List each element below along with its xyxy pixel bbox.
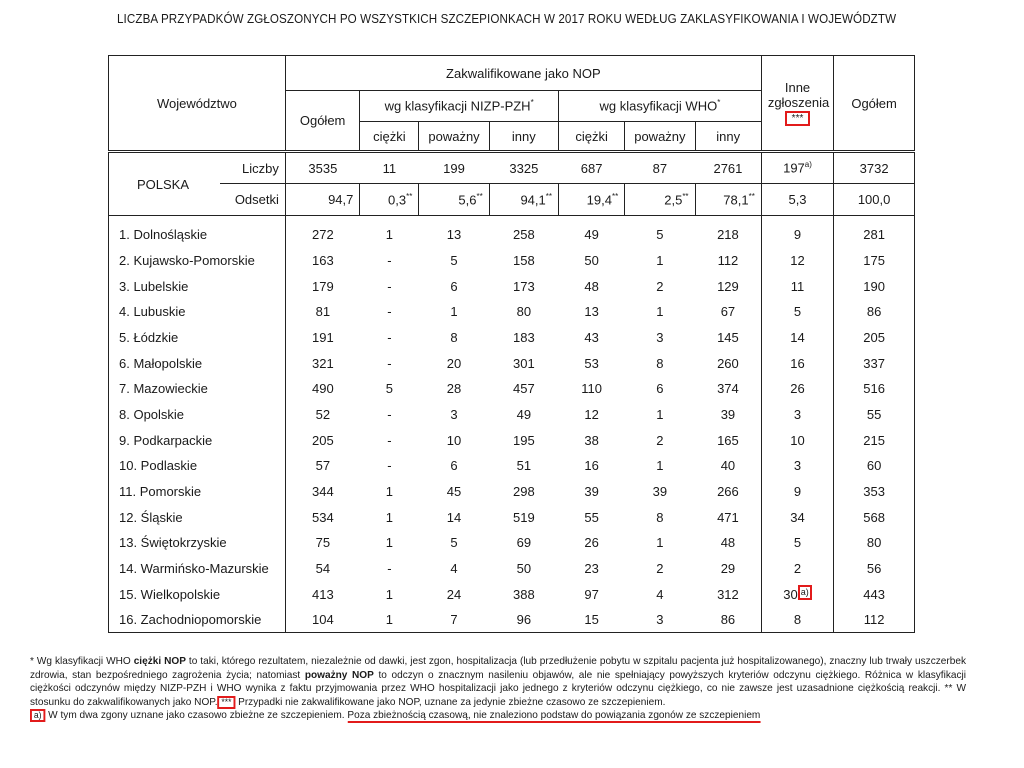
table-cell: 6 (450, 278, 458, 294)
table-cell (761, 581, 833, 607)
table-row (109, 427, 915, 453)
table-cell: 1 (656, 406, 664, 422)
header-nizp-inny: inny (489, 122, 558, 152)
table-cell: 56 (834, 556, 915, 582)
table-cell: 39 (584, 484, 599, 500)
table-cell: 51 (516, 458, 532, 474)
table-cell: 1 (360, 607, 419, 633)
table-cell: 191 (312, 329, 334, 345)
table-cell: 3 (761, 402, 833, 428)
table-cell: 10 (761, 427, 833, 453)
region-name: 9. Podkarpackie (109, 427, 286, 453)
table-cell: 321 (312, 355, 334, 371)
footnote-a-mark: a) (804, 160, 812, 170)
table-cell: 15 (559, 607, 625, 633)
table-cell: 258 (512, 227, 535, 243)
table-cell: 80 (516, 304, 532, 320)
header-who-ciezki: ciężki (559, 122, 625, 152)
table-cell: 205 (312, 432, 334, 448)
table-cell: 195 (512, 432, 535, 448)
polska-odsetki-row (109, 184, 915, 216)
table-cell: 7 (419, 607, 489, 633)
table-row (109, 479, 915, 505)
table-cell: 11 (360, 152, 419, 184)
table-cell: 54 (315, 561, 331, 577)
table-cell: 16 (584, 458, 599, 474)
table-cell: 5 (761, 530, 833, 556)
table-cell: 97 (584, 586, 599, 602)
table-row (109, 273, 915, 299)
table-cell: 13 (446, 227, 462, 243)
table-cell: 6 (656, 381, 664, 397)
table-cell: 1 (656, 535, 664, 551)
table-title: LICZBA PRZYPADKÓW ZGŁOSZONYCH PO WSZYSTKICH SZCZEPIONKACH W 2017 ROKU WEDŁUG ZAKLASYFIKOWANIA I WOJEWÓDZTW (117, 12, 897, 26)
table-cell: 8 (656, 355, 664, 371)
table-cell: 112 (834, 607, 915, 633)
footnote-triple-star-mark: *** (218, 696, 236, 709)
table-cell: 1 (656, 252, 664, 268)
table-cell: 534 (312, 509, 334, 525)
table-cell: - (387, 329, 392, 345)
table-cell: 1 (656, 304, 664, 320)
footnote-text: W tym dwa zgony uznane jako czasowo zbieżne ze szczepieniem. (45, 709, 348, 722)
header-wojewodztwo: Województwo (109, 56, 286, 152)
footnote-text: * Wg klasyfikacji WHO (30, 655, 134, 667)
cell-mark: ** (406, 191, 413, 201)
table-cell (695, 184, 761, 216)
table-row (109, 504, 915, 530)
header-inne-line1: Inne (784, 79, 811, 95)
table-cell: 110 (581, 381, 602, 397)
table-cell: 12 (761, 248, 833, 274)
cell-mark: ** (682, 191, 689, 201)
footnote-a-mark: a) (30, 709, 45, 722)
table-cell: 413 (312, 586, 334, 602)
cell-value: 94,1 (520, 192, 546, 208)
table-cell: 4 (450, 561, 458, 577)
table-row (109, 530, 915, 556)
table-cell: 9 (761, 479, 833, 505)
footnote-bold: poważny NOP (304, 668, 374, 681)
header-nizp-label: wg klasyfikacji NIZP-PZH (384, 98, 531, 114)
table-cell: 519 (512, 509, 535, 525)
table-cell: 2 (656, 561, 664, 577)
table-cell: 4 (656, 586, 664, 602)
table-cell: 3 (450, 406, 458, 422)
table-cell: 112 (695, 248, 761, 274)
table-cell: 1 (385, 484, 393, 500)
table-cell: 86 (834, 299, 915, 325)
table-cell: 218 (695, 216, 761, 248)
table-cell (489, 184, 558, 216)
table-cell: 163 (312, 252, 334, 268)
table-cell: 5,3 (761, 184, 833, 216)
table-cell: 260 (695, 350, 761, 376)
table-cell: 53 (584, 355, 599, 371)
table-cell: 175 (834, 248, 915, 274)
table-cell: 5 (761, 299, 833, 325)
table-cell (559, 184, 625, 216)
table-cell: 57 (315, 458, 331, 474)
table-cell: 24 (446, 586, 462, 602)
footnote-underlined: Poza zbieżnością czasową, nie znaleziono podstaw do powiązania zgonów ze szczepieniem (347, 709, 761, 722)
table-cell: 3 (656, 329, 664, 345)
table-cell: 145 (695, 325, 761, 351)
footnote-bold: ciężki NOP (133, 655, 186, 667)
header-nizp-powazny: poważny (419, 122, 489, 152)
table-cell: 301 (512, 355, 535, 371)
table-cell: 52 (315, 406, 331, 422)
table-cell: 190 (834, 273, 915, 299)
table-cell: 165 (695, 427, 761, 453)
table-cell: 3325 (489, 152, 558, 184)
table-cell: 39 (652, 484, 668, 500)
header-who (559, 91, 762, 122)
region-name: 16. Zachodniopomorskie (109, 607, 286, 633)
table-cell: - (387, 355, 392, 371)
table-cell: 1 (385, 227, 393, 243)
table-cell: 104 (285, 607, 359, 633)
table-cell: 179 (312, 278, 334, 294)
cell-value: 2,5 (664, 192, 683, 208)
table-cell: - (387, 304, 392, 320)
table-cell: 60 (834, 453, 915, 479)
cell-value: 0,3 (388, 192, 407, 208)
table-cell: 1 (656, 458, 664, 474)
table-cell: 344 (312, 484, 334, 500)
table-cell: 100,0 (834, 184, 915, 216)
polska-odsetki-label: Odsetki (220, 184, 285, 216)
table-cell: 471 (695, 504, 761, 530)
table-cell: 199 (419, 152, 489, 184)
table-row (109, 376, 915, 402)
table-cell: 1 (385, 535, 393, 551)
table-cell: 49 (516, 406, 532, 422)
table-cell: 266 (695, 479, 761, 505)
table-cell: 49 (584, 227, 599, 243)
table-cell: 1 (385, 586, 393, 602)
table-cell: 50 (584, 252, 599, 268)
table-cell: 388 (512, 586, 535, 602)
footnote-text: to taki, którego rezultatem, niezależnie od dawki, jest zgon, hospitalizacja (lub przedłużenie pobytu w szpitalu pacjenta już hospitalizowanego), znaczny lub trwały uszczerbek zdrowia, stan bezpośredniego zagrożenia życia; natomiast (30, 655, 967, 681)
table-cell: 312 (695, 581, 761, 607)
footnote-text: to odczyn o znacznym nasileniu objawów, ale nie spełniający powyższych kryteriów odczynu ciężkiego. Różnica w klasyfikacji ciężkości odczynów między NIZP-PZH i WHO wynika z faktu przyjmowania przez WHO hospitalizacji jako jednego z kryteriów odczynu ciężkiego, co nie zawsze jest uzasadnione ciężkością reakcji. ** W stosunku do zakwalifikowanych jako NOP. (30, 668, 966, 708)
table-cell: 23 (584, 561, 599, 577)
table-cell: 5 (450, 252, 458, 268)
table-row (109, 402, 915, 428)
footnote-a-mark: a) (798, 585, 812, 600)
footnote-paragraph-1 (30, 655, 966, 709)
table-row (109, 607, 915, 633)
region-name: 4. Lubuskie (109, 299, 286, 325)
table-cell: 8 (761, 607, 833, 633)
region-name: 2. Kujawsko-Pomorskie (109, 248, 286, 274)
table-cell: - (387, 252, 392, 268)
table-cell: - (387, 432, 392, 448)
table-cell: 8 (656, 509, 664, 525)
table-cell: 29 (695, 556, 761, 582)
table-cell: 158 (512, 252, 535, 268)
table-cell: 43 (584, 329, 599, 345)
table-cell: 298 (512, 484, 535, 500)
table-cell: 205 (834, 325, 915, 351)
cell-mark: ** (545, 191, 552, 201)
header-inne (761, 56, 833, 152)
footnote-text: Przypadki nie zakwalifikowane jako NOP, uznane za jedynie zbieżne czasowo ze szczepieniem. (235, 695, 666, 708)
cell-value: 197 (783, 160, 805, 176)
table-cell (360, 184, 419, 216)
header-ogolem-total: Ogółem (834, 56, 915, 152)
table-cell: 490 (312, 381, 334, 397)
polska-label: POLSKA (109, 152, 221, 216)
table-cell: 215 (834, 427, 915, 453)
table-row (109, 581, 915, 607)
region-name: 1. Dolnośląskie (109, 216, 286, 248)
header-who-mark: * (717, 98, 721, 108)
table-cell: 3732 (834, 152, 915, 184)
region-name: 10. Podlaskie (109, 453, 286, 479)
table-cell: 281 (834, 216, 915, 248)
table-cell (419, 184, 489, 216)
table-cell-inne (761, 152, 833, 184)
region-name: 11. Pomorskie (109, 479, 286, 505)
table-cell: 2 (761, 556, 833, 582)
table-cell: - (387, 561, 392, 577)
header-inne-mark: *** (785, 111, 811, 126)
table-cell: 2761 (695, 152, 761, 184)
table-row (109, 325, 915, 351)
table-cell: 353 (834, 479, 915, 505)
footnotes (30, 655, 966, 723)
table-cell: - (387, 458, 392, 474)
vaccine-reactions-table (108, 55, 915, 633)
table-row (109, 453, 915, 479)
table-cell: 8 (450, 329, 458, 345)
polska-liczby-label: Liczby (220, 152, 285, 184)
table-cell: 11 (761, 273, 833, 299)
table-cell: 3535 (285, 152, 359, 184)
header-who-label: wg klasyfikacji WHO (599, 98, 718, 114)
table-cell: 40 (695, 453, 761, 479)
table-cell: 48 (695, 530, 761, 556)
table-cell: 687 (559, 152, 625, 184)
table-cell: 26 (761, 376, 833, 402)
region-name: 6. Małopolskie (109, 350, 286, 376)
table-cell: 86 (695, 607, 761, 633)
table-cell: 48 (584, 278, 599, 294)
table-cell: 5 (450, 535, 458, 551)
cell-mark: ** (611, 191, 619, 201)
table-cell: 14 (761, 325, 833, 351)
table-cell: 443 (834, 581, 915, 607)
table-cell: 13 (584, 304, 599, 320)
table-cell: 9 (761, 216, 833, 248)
table-cell: 183 (512, 329, 535, 345)
region-name: 8. Opolskie (109, 402, 286, 428)
table-cell: 3 (625, 607, 695, 633)
table-cell: 5 (385, 381, 393, 397)
table-cell: 272 (312, 227, 334, 243)
cell-value: 5,6 (458, 192, 477, 208)
cell-value: 30 (783, 586, 798, 602)
table-cell: 3 (761, 453, 833, 479)
table-row (109, 350, 915, 376)
polska-liczby-row (109, 152, 915, 184)
region-name: 14. Warmińsko-Mazurskie (109, 556, 286, 582)
table-cell: 34 (761, 504, 833, 530)
table-row (109, 216, 915, 248)
table-cell: 94,7 (285, 184, 359, 216)
cell-value: 19,4 (586, 192, 612, 208)
header-nizp (360, 91, 559, 122)
table-cell: 1 (450, 304, 458, 320)
table-row (109, 299, 915, 325)
cell-value: 78,1 (723, 192, 749, 208)
header-zakwalifikowane: Zakwalifikowane jako NOP (285, 56, 761, 91)
header-nizp-mark: * (530, 98, 534, 108)
table-row (109, 556, 915, 582)
cell-mark: ** (748, 191, 755, 201)
region-name: 13. Świętokrzyskie (109, 530, 286, 556)
table-cell: 6 (450, 458, 458, 474)
table-cell: 28 (446, 381, 462, 397)
table-cell: 5 (656, 227, 664, 243)
table-cell: 12 (584, 406, 599, 422)
region-name: 3. Lubelskie (109, 273, 286, 299)
table-cell: - (387, 406, 392, 422)
cell-mark: ** (476, 191, 483, 201)
table-cell: 1 (385, 509, 393, 525)
table-cell: 55 (834, 402, 915, 428)
table-cell: 45 (446, 484, 462, 500)
header-ogolem-nop: Ogółem (285, 91, 359, 152)
table-cell: 55 (584, 509, 599, 525)
table-cell: 38 (584, 432, 599, 448)
table-cell: 14 (446, 509, 462, 525)
table-cell: 80 (834, 530, 915, 556)
table-cell: 75 (315, 535, 331, 551)
table-cell: 69 (516, 535, 532, 551)
table-cell: 568 (834, 504, 915, 530)
header-inne-line2: zgłoszenia (767, 94, 830, 110)
table-cell: 67 (695, 299, 761, 325)
table-cell: 96 (489, 607, 558, 633)
table-cell: 26 (584, 535, 599, 551)
table-cell: 129 (695, 273, 761, 299)
table-cell: 10 (446, 432, 462, 448)
header-who-inny: inny (695, 122, 761, 152)
region-name: 5. Łódzkie (109, 325, 286, 351)
table-cell: - (387, 278, 392, 294)
table-cell: 374 (695, 376, 761, 402)
table-cell: 173 (512, 278, 535, 294)
table-cell: 81 (315, 304, 331, 320)
table-cell: 457 (512, 381, 535, 397)
table-cell: 337 (834, 350, 915, 376)
table-cell: 50 (516, 561, 532, 577)
header-who-powazny: poważny (625, 122, 695, 152)
table-cell: 87 (625, 152, 695, 184)
table-cell (625, 184, 695, 216)
table-row (109, 248, 915, 274)
region-name: 12. Śląskie (109, 504, 286, 530)
header-nizp-ciezki: ciężki (360, 122, 419, 152)
region-name: 7. Mazowieckie (109, 376, 286, 402)
table-cell: 516 (834, 376, 915, 402)
table-cell: 2 (656, 432, 664, 448)
table-cell: 16 (761, 350, 833, 376)
table-cell: 2 (656, 278, 664, 294)
footnote-paragraph-2 (30, 709, 966, 723)
region-name: 15. Wielkopolskie (109, 581, 286, 607)
table-cell: 20 (446, 355, 462, 371)
table-cell: 39 (695, 402, 761, 428)
